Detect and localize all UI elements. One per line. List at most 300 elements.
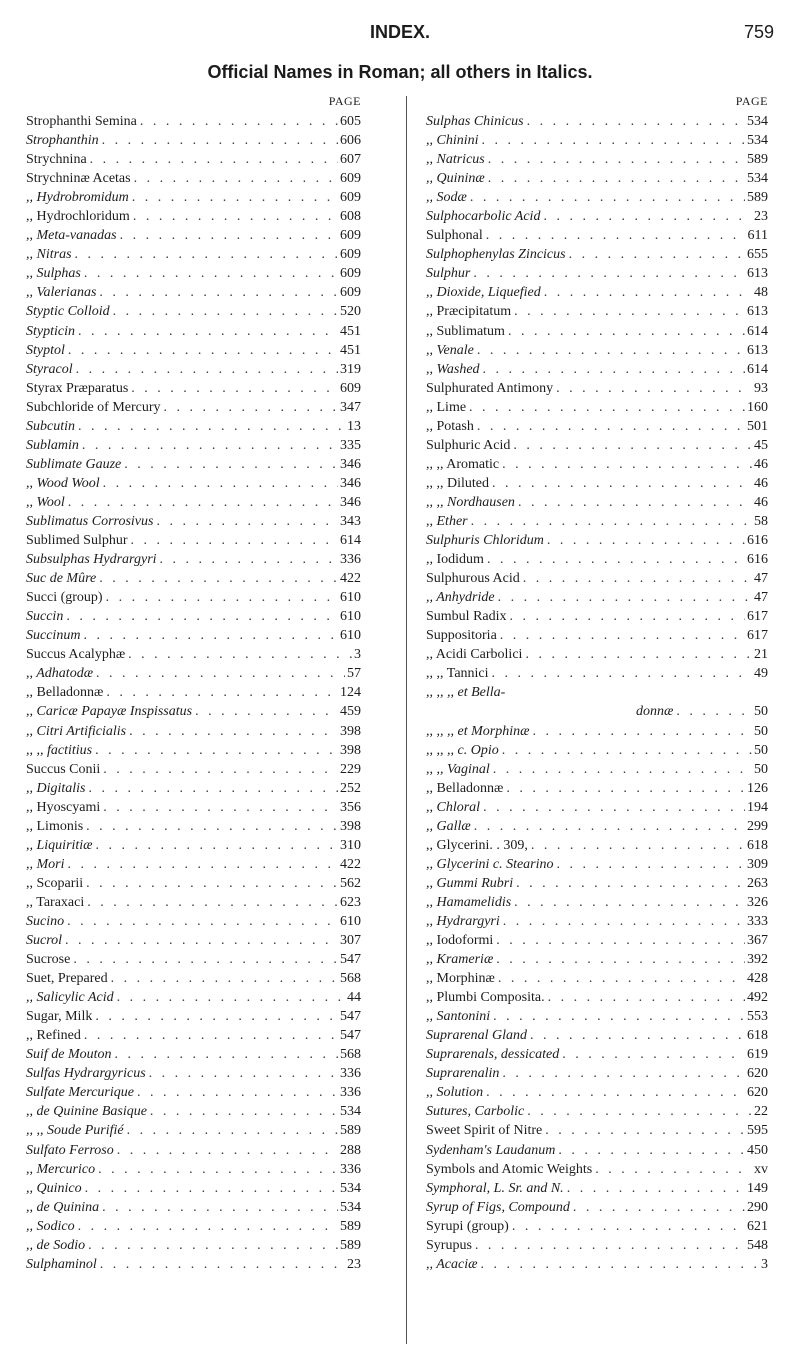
entry-name: ,, Potash [426, 418, 474, 434]
entry-name: Sutures, Carbolic [426, 1104, 525, 1120]
entry-page-number: 3 [354, 647, 361, 663]
leader-dots [564, 1179, 745, 1198]
entry-page-number: 46 [754, 456, 768, 472]
entry-name: ,, Glycerini c. Stearino [426, 856, 554, 872]
leader-dots [65, 855, 339, 874]
entry-name: ,, ,, Vaginal [426, 761, 490, 777]
index-entry [26, 302, 361, 321]
entry-name: Syrupi (group) [426, 1218, 509, 1234]
entry-page-number: 336 [340, 1161, 361, 1177]
index-entry [426, 836, 768, 855]
index-entry [426, 817, 768, 836]
index-entry [426, 360, 768, 379]
leader-dots [529, 722, 752, 741]
right-index-column [426, 94, 768, 1274]
entry-page-number: 534 [340, 1104, 361, 1120]
leader-dots [63, 607, 338, 626]
entry-name: Sulphaminol [26, 1256, 97, 1272]
entry-page-number: 333 [747, 913, 768, 929]
leader-dots [121, 455, 338, 474]
leader-dots [100, 474, 338, 493]
entry-name: Sulphurous Acid [426, 571, 520, 587]
index-entry [26, 1121, 361, 1140]
entry-name: Sublimatus Corrosivus [26, 513, 154, 529]
leader-dots [493, 931, 745, 950]
entry-name: ,, ,, factitius [26, 742, 93, 758]
entry-name: ,, Salicylic Acid [26, 990, 114, 1006]
entry-page-number: 617 [747, 628, 768, 644]
entry-name: Symbols and Atomic Weights [426, 1161, 593, 1177]
entry-name: ,, ,, ,, et Morphinæ [426, 723, 530, 739]
leader-dots [103, 683, 338, 702]
entry-name: ,, Sodico [26, 1218, 75, 1234]
index-entry [426, 1007, 768, 1026]
index-entry [426, 1045, 768, 1064]
entry-name: ,, Hydrobromidum [26, 190, 129, 206]
leader-dots [125, 645, 352, 664]
index-entry [426, 760, 768, 779]
index-entry [26, 588, 361, 607]
entry-name: ,, Belladonnæ [426, 780, 504, 796]
entry-page-number: 613 [747, 342, 768, 358]
index-entry [26, 245, 361, 264]
index-entry [426, 1083, 768, 1102]
entry-page-number: 263 [747, 875, 768, 891]
entry-page-number: 614 [340, 533, 361, 549]
page-header [0, 22, 800, 50]
entry-page-number: 309 [747, 856, 768, 872]
entry-name: ,, Mercurico [26, 1161, 96, 1177]
entry-page-number: 49 [754, 666, 768, 682]
entry-page-number: 160 [747, 399, 768, 415]
leader-dots [93, 836, 338, 855]
entry-page-number: 614 [747, 323, 768, 339]
entry-page-number: 459 [340, 704, 361, 720]
index-entry [426, 702, 768, 721]
index-entry [426, 245, 768, 264]
leader-dots [540, 207, 752, 226]
entry-page-number: 13 [347, 418, 361, 434]
index-entry [426, 912, 768, 931]
index-entry [26, 493, 361, 512]
leader-dots [495, 588, 752, 607]
leader-dots [92, 1007, 338, 1026]
index-entry [26, 112, 361, 131]
leader-dots [479, 131, 745, 150]
entry-page-number: 609 [340, 380, 361, 396]
entry-name: ,, Meta-vanadas [26, 228, 117, 244]
leader-dots [117, 226, 338, 245]
leader-dots [82, 1179, 338, 1198]
leader-dots [114, 988, 345, 1007]
index-entry [26, 836, 361, 855]
leader-dots [505, 322, 745, 341]
index-entry [426, 550, 768, 569]
leader-dots [503, 779, 745, 798]
entry-page-number: 336 [340, 1085, 361, 1101]
index-entry [26, 169, 361, 188]
leader-dots [474, 341, 745, 360]
index-entry [26, 988, 361, 1007]
entry-page-number: 610 [340, 609, 361, 625]
entry-page-number: 347 [340, 399, 361, 415]
index-subtitle: Official Names in Roman; all others in Italics. [207, 62, 593, 82]
page-number: 759 [743, 22, 774, 42]
index-entry [26, 512, 361, 531]
leader-dots [554, 855, 745, 874]
leader-dots [513, 874, 745, 893]
entry-name: Suif de Mouton [26, 1047, 112, 1063]
index-entry [426, 779, 768, 798]
entry-name: ,, Gummi Rubri [426, 875, 514, 891]
index-entry [26, 569, 361, 588]
entry-page-number: 346 [340, 456, 361, 472]
entry-page-number: 548 [747, 1237, 768, 1253]
entry-page-number: 609 [340, 228, 361, 244]
leader-dots [493, 950, 745, 969]
entry-page-number: 346 [340, 475, 361, 491]
entry-name: ,, Chinini [426, 133, 479, 149]
index-entry [426, 855, 768, 874]
index-entry [426, 664, 768, 683]
leader-dots [84, 893, 338, 912]
leader-dots [83, 874, 338, 893]
entry-name: Subcutin [26, 418, 75, 434]
entry-name: Succi (group) [26, 590, 103, 606]
entry-page-number: 422 [340, 856, 361, 872]
index-entry [26, 817, 361, 836]
entry-page-number: 534 [340, 1180, 361, 1196]
index-entry [426, 1026, 768, 1045]
entry-page-number: 398 [340, 818, 361, 834]
leader-dots [64, 912, 338, 931]
entry-page-number: 618 [747, 837, 768, 853]
entry-name: Syrupus [426, 1237, 472, 1253]
entry-page-number: 621 [747, 1218, 768, 1234]
entry-name: ,, Sublimatum [426, 323, 505, 339]
index-entry [426, 112, 768, 131]
entry-name: ,, Sodæ [426, 190, 467, 206]
entry-page-number: 610 [340, 590, 361, 606]
leader-dots [161, 398, 338, 417]
index-entry [26, 607, 361, 626]
entry-name: ,, ,, Soude Purifié [26, 1123, 124, 1139]
entry-name: ,, ,, Tannici [426, 666, 489, 682]
entry-name: ,, Dioxide, Liquefied [426, 285, 541, 301]
entry-name: ,, de Quinine Basique [26, 1104, 147, 1120]
index-entry [426, 264, 768, 283]
leader-dots [81, 1026, 338, 1045]
entry-page-number: 21 [754, 647, 768, 663]
entry-page-number: 299 [747, 818, 768, 834]
index-entry [26, 912, 361, 931]
entry-page-number: 501 [747, 418, 768, 434]
leader-dots [128, 379, 338, 398]
entry-page-number: 451 [340, 323, 361, 339]
index-entry [26, 664, 361, 683]
entry-page-number: 568 [340, 971, 361, 987]
index-entry [426, 969, 768, 988]
index-entry [26, 874, 361, 893]
entry-page-number: 50 [754, 704, 768, 720]
index-entry [426, 493, 768, 512]
entry-name: Sulphocarbolic Acid [426, 209, 541, 225]
index-entry [26, 150, 361, 169]
leader-dots [114, 1141, 338, 1160]
entry-name: ,, Belladonnæ [26, 685, 104, 701]
entry-name: Strychninæ Acetas [26, 171, 131, 187]
entry-name: ,, de Sodio [26, 1237, 86, 1253]
leader-dots [124, 1121, 338, 1140]
leader-dots [99, 131, 338, 150]
index-entry [426, 322, 768, 341]
index-entry [26, 1179, 361, 1198]
entry-page-number: 613 [747, 304, 768, 320]
leader-dots [468, 512, 752, 531]
entry-page-number: 655 [747, 247, 768, 263]
index-entry [426, 1198, 768, 1217]
leader-dots [65, 493, 338, 512]
leader-dots [471, 817, 745, 836]
entry-name: Suprarenalin [426, 1066, 500, 1082]
leader-dots [192, 702, 338, 721]
leader-dots [85, 1236, 338, 1255]
entry-name: ,, Gallæ [426, 818, 471, 834]
leader-dots [497, 626, 745, 645]
leader-dots [495, 969, 745, 988]
index-entry [426, 341, 768, 360]
entry-name: Styracol [26, 361, 73, 377]
index-entry [426, 626, 768, 645]
entry-name: Suet, Prepared [26, 971, 108, 987]
entry-page-number: 124 [340, 685, 361, 701]
leader-dots [73, 360, 338, 379]
entry-page-number: 392 [747, 952, 768, 968]
entry-name: ,, Anhydride [426, 590, 495, 606]
index-entry [26, 531, 361, 550]
index-entry [426, 683, 768, 702]
entry-page-number: 589 [747, 190, 768, 206]
leader-dots [499, 741, 752, 760]
entry-page-number: 46 [754, 475, 768, 491]
entry-name: ,, ,, Aromatic [426, 456, 500, 472]
leader-dots [490, 760, 752, 779]
index-entry [26, 1236, 361, 1255]
entry-page-number: 562 [340, 875, 361, 891]
entry-page-number: 356 [340, 799, 361, 815]
entry-name: Sulfate Mercurique [26, 1085, 134, 1101]
index-entry [426, 1121, 768, 1140]
leader-dots [147, 1102, 338, 1121]
entry-page-number: 619 [747, 1047, 768, 1063]
index-entry [426, 645, 768, 664]
entry-page-number: 605 [340, 114, 361, 129]
entry-page-number: 252 [340, 780, 361, 796]
index-entry [26, 188, 361, 207]
leader-dots [480, 360, 745, 379]
entry-name: Suppositoria [426, 628, 497, 644]
leader-dots [484, 550, 745, 569]
entry-name: ,, Sulphas [26, 266, 81, 282]
entry-name: ,, Quinico [26, 1180, 82, 1196]
leader-dots [489, 474, 752, 493]
leader-dots [570, 1198, 745, 1217]
index-entry [26, 398, 361, 417]
leader-dots [126, 722, 338, 741]
entry-name: ,, Præcipitatum [426, 304, 512, 320]
entry-page-number: 534 [747, 133, 768, 149]
leader-dots [483, 226, 746, 245]
leader-dots [80, 626, 338, 645]
entry-name: Succin [26, 609, 64, 625]
entry-name: ,, Santonini [426, 1009, 491, 1025]
entry-page-number: 520 [340, 304, 361, 320]
entry-page-number: 319 [340, 361, 361, 377]
leader-dots [511, 302, 745, 321]
index-entry [426, 607, 768, 626]
leader-dots [524, 112, 745, 131]
entry-page-number: 428 [747, 971, 768, 987]
entry-page-number: 23 [754, 209, 768, 225]
leader-dots [520, 569, 752, 588]
leader-dots [87, 150, 338, 169]
leader-dots [96, 569, 338, 588]
index-entry [26, 226, 361, 245]
entry-page-number: 367 [747, 933, 768, 949]
index-entry [26, 379, 361, 398]
entry-name: Subchloride of Mercury [26, 399, 161, 415]
entry-name: Sulphurated Antimony [426, 380, 554, 396]
entry-name: ,, Ether [426, 513, 468, 529]
entry-name: ,, Adhatodæ [26, 666, 94, 682]
entry-page-number: 589 [340, 1237, 361, 1253]
entry-name: ,, Lime [426, 399, 467, 415]
leader-dots [75, 322, 338, 341]
entry-page-number: 422 [340, 571, 361, 587]
leader-dots [134, 1083, 338, 1102]
leader-dots [103, 588, 338, 607]
index-entry [426, 950, 768, 969]
entry-page-number: 623 [340, 894, 361, 910]
leader-dots [673, 702, 752, 721]
index-entry [426, 1255, 768, 1274]
entry-name: Strophanthi Semina [26, 114, 137, 129]
leader-dots [541, 283, 752, 302]
index-entry [26, 474, 361, 493]
entry-name: Sucino [26, 913, 65, 929]
leader-dots [522, 645, 752, 664]
index-entry [26, 1198, 361, 1217]
entry-name: Styrax Præparatus [26, 380, 129, 396]
entry-name: ,, ,, ,, c. Opio [426, 742, 499, 758]
index-entry [26, 760, 361, 779]
index-entry [26, 131, 361, 150]
leader-dots [485, 150, 745, 169]
entry-page-number: 616 [747, 552, 768, 568]
index-entry [426, 455, 768, 474]
entry-name: Suprarenal Gland [426, 1028, 527, 1044]
leader-dots [470, 264, 745, 283]
index-entry [426, 531, 768, 550]
entry-page-number: 618 [747, 1028, 768, 1044]
leader-dots [555, 1141, 745, 1160]
leader-dots [72, 245, 338, 264]
leader-dots [490, 1007, 745, 1026]
leader-dots [480, 798, 745, 817]
leader-dots [507, 607, 745, 626]
index-entry [426, 169, 768, 188]
index-entry [426, 207, 768, 226]
leader-dots [137, 112, 338, 131]
index-entry [26, 722, 361, 741]
leader-dots [95, 1160, 338, 1179]
index-entry [426, 722, 768, 741]
entry-page-number: 23 [347, 1256, 361, 1272]
leader-dots [83, 817, 338, 836]
entry-page-number: 3 [761, 1256, 768, 1272]
index-entry [26, 855, 361, 874]
leader-dots [70, 950, 338, 969]
entry-page-number: 568 [340, 1047, 361, 1063]
entry-page-number: 607 [340, 152, 361, 168]
leader-dots [592, 1160, 752, 1179]
entry-name: ,, Hydrochloridum [26, 209, 130, 225]
index-entry [26, 969, 361, 988]
leader-dots [515, 493, 752, 512]
entry-name: ,, Mori [26, 856, 65, 872]
entry-name: ,, Refined [26, 1028, 81, 1044]
leader-dots [108, 969, 338, 988]
entry-page-number: 609 [340, 266, 361, 282]
leader-dots [146, 1064, 338, 1083]
entry-name: Succus Acalyphæ [26, 647, 126, 663]
leader-dots [542, 1121, 745, 1140]
entry-name: ,, Plumbi Composita. [426, 990, 545, 1006]
index-entry [426, 188, 768, 207]
index-entry [426, 1141, 768, 1160]
entry-page-number: xv [754, 1161, 768, 1177]
index-entry [426, 474, 768, 493]
leader-dots [96, 283, 338, 302]
index-entry [426, 1160, 768, 1179]
entry-name: Sulphur [426, 266, 471, 282]
entry-name: Sublimate Gauze [26, 456, 122, 472]
entry-name: ,, Nitras [26, 247, 72, 263]
entry-page-number: 93 [754, 380, 768, 396]
entry-page-number: 534 [340, 1199, 361, 1215]
index-entry [426, 150, 768, 169]
entry-page-number: 616 [747, 533, 768, 549]
index-entry [26, 893, 361, 912]
entry-name: ,, Acaciæ [426, 1256, 478, 1272]
leader-dots [466, 398, 745, 417]
leader-dots [92, 741, 338, 760]
leader-dots [75, 1217, 338, 1236]
leader-dots [545, 988, 745, 1007]
entry-name: ,, Hamamelidis [426, 894, 512, 910]
entry-page-number: 595 [747, 1123, 768, 1139]
entry-name: ,, Wood Wool [26, 475, 100, 491]
entry-name: Sucrose [26, 952, 71, 968]
leader-dots [511, 893, 745, 912]
leader-dots [510, 436, 752, 455]
entry-page-number: 46 [754, 494, 768, 510]
leader-dots [86, 779, 338, 798]
index-entry [426, 1217, 768, 1236]
entry-page-number: 547 [340, 1009, 361, 1025]
index-entry [26, 741, 361, 760]
entry-page-number: 611 [747, 228, 768, 244]
